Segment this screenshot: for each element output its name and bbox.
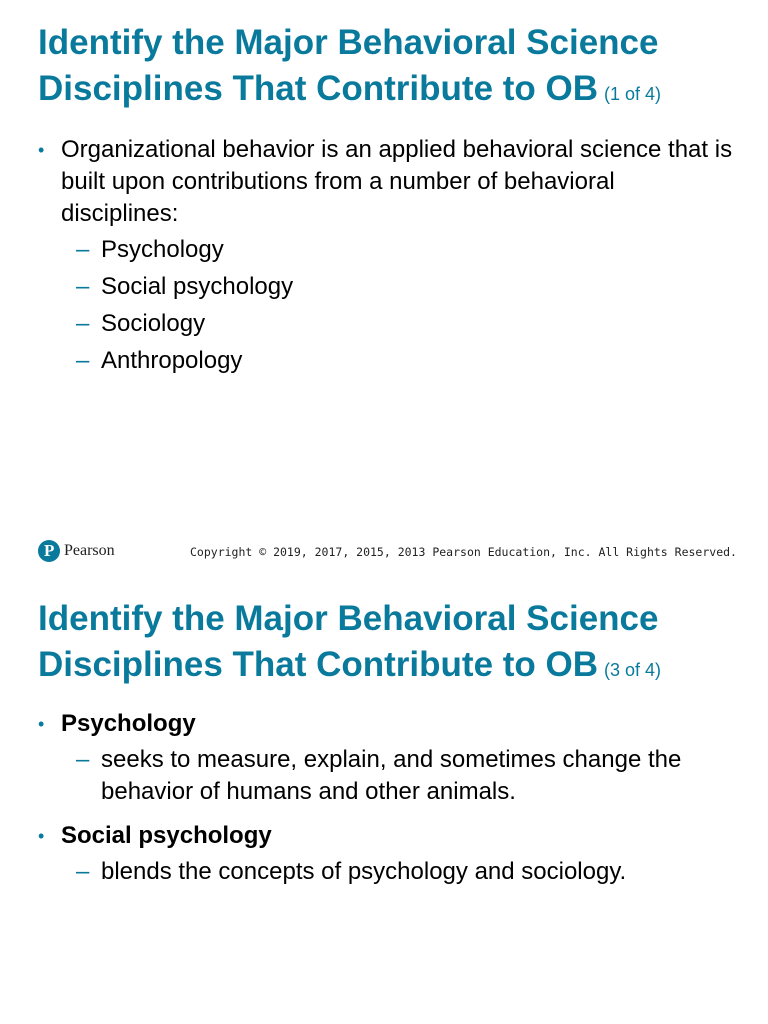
bullet-item bbox=[38, 708, 738, 808]
dash-marker: – bbox=[76, 858, 90, 885]
pearson-logo-icon bbox=[38, 540, 60, 562]
bullet-item bbox=[38, 134, 738, 377]
bullet-heading: Social psychology bbox=[61, 822, 272, 849]
sub-bullet-item bbox=[61, 345, 738, 377]
slide-footer bbox=[38, 540, 738, 566]
sub-bullet-text: Social psychology bbox=[101, 273, 294, 300]
sub-bullet-text: Psychology bbox=[101, 236, 224, 263]
sub-bullet-item bbox=[61, 271, 738, 303]
bullet-list bbox=[38, 708, 738, 900]
bullet-item bbox=[38, 820, 738, 888]
sub-bullet-text: blends the concepts of psychology and sociology. bbox=[101, 858, 627, 885]
sub-bullet-list bbox=[61, 234, 738, 377]
sub-bullet-item bbox=[61, 234, 738, 266]
dash-marker: – bbox=[76, 347, 90, 374]
copyright-text: Copyright © 2019, 2017, 2015, 2013 Pearson Education, Inc. All Rights Reserved. bbox=[190, 545, 737, 559]
bullet-text: Organizational behavior is an applied behavioral science that is built upon contributions from a number of behavioral disciplines: bbox=[61, 136, 733, 227]
dash-marker: – bbox=[76, 310, 90, 337]
title-text: Identify the Major Behavioral Science Disciplines That Contribute to OB bbox=[38, 23, 659, 108]
dash-marker: – bbox=[76, 236, 90, 263]
slide-part-indicator: (3 of 4) bbox=[604, 660, 662, 680]
brand-name: Pearson bbox=[64, 542, 115, 559]
sub-bullet-item bbox=[61, 856, 738, 888]
sub-bullet-text: seeks to measure, explain, and sometimes change the behavior of humans and other animals. bbox=[101, 746, 682, 805]
sub-bullet-list bbox=[61, 856, 738, 888]
logo-letter: P bbox=[44, 541, 55, 560]
sub-bullet-text: Anthropology bbox=[101, 347, 243, 374]
slide-part-indicator: (1 of 4) bbox=[604, 84, 662, 104]
sub-bullet-item bbox=[61, 308, 738, 340]
bullet-list bbox=[38, 134, 738, 382]
dash-marker: – bbox=[76, 746, 90, 773]
sub-bullet-list bbox=[61, 744, 738, 808]
dash-marker: – bbox=[76, 273, 90, 300]
slide-2 bbox=[0, 576, 768, 1024]
slide-title bbox=[38, 596, 758, 693]
sub-bullet-item bbox=[61, 744, 738, 808]
title-text: Identify the Major Behavioral Science Disciplines That Contribute to OB bbox=[38, 599, 659, 684]
slide-title bbox=[38, 20, 758, 117]
sub-bullet-text: Sociology bbox=[101, 310, 206, 337]
bullet-heading: Psychology bbox=[61, 710, 196, 737]
